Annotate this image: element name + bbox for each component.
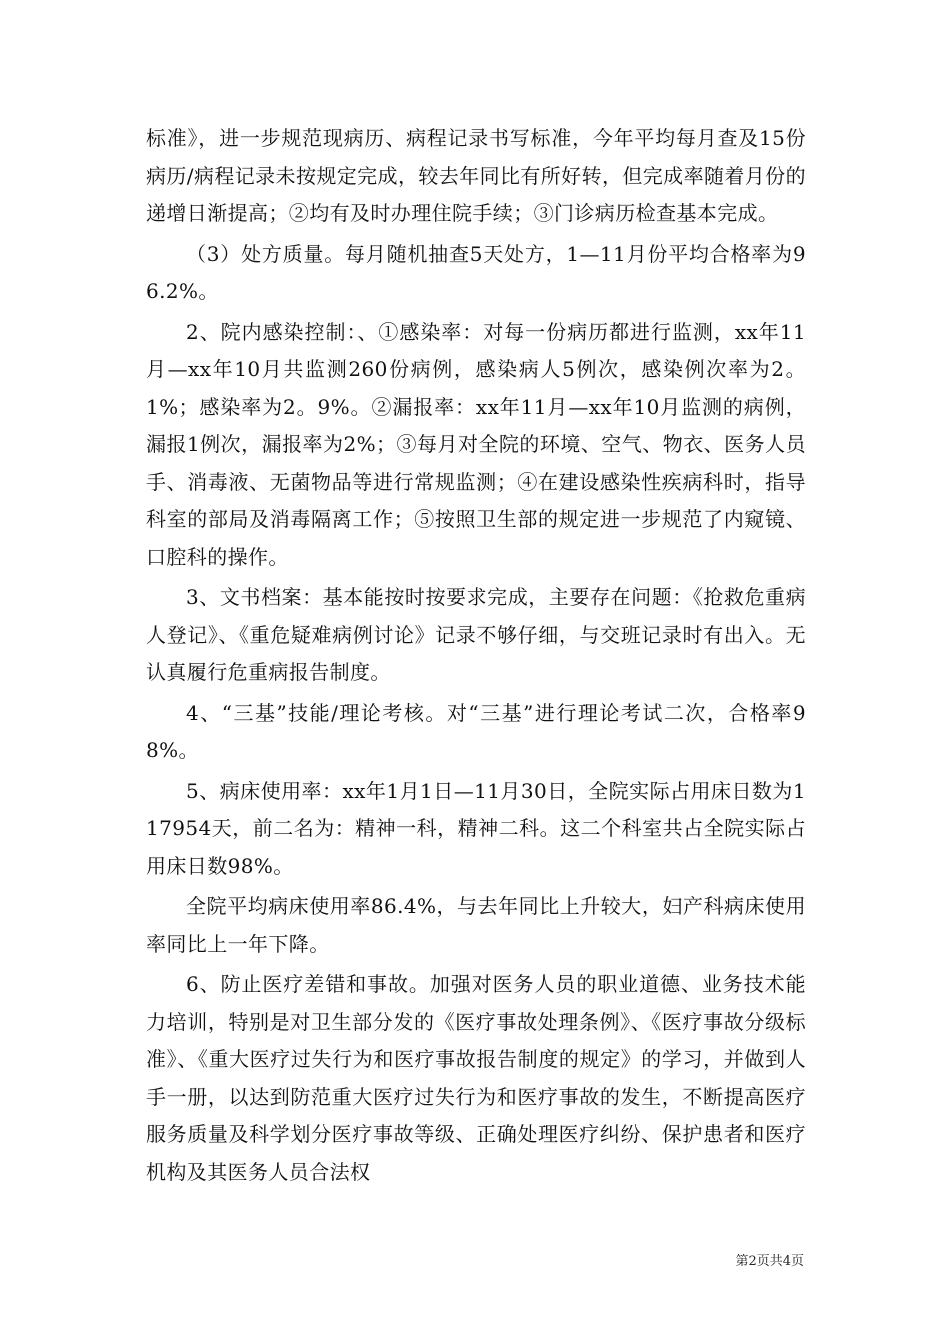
- paragraph-1: 标准》，进一步规范现病历、病程记录书写标准，今年平均每月查及15份病历/病程记录未按规定完成，较去年同比有所好转，但完成率随着月份的递增日渐提高；②均有及时办理住院手续；③门诊病历检查基本完成。: [146, 126, 806, 225]
- paragraph-5: 4、“三基”技能/理论考核。对“三基”进行理论考试二次，合格率98%。: [146, 700, 806, 762]
- paragraph-7: 全院平均病床使用率86.4%，与去年同比上升较大，妇产科病床使用率同比上一年下降。: [146, 894, 806, 956]
- paragraph-6: 5、病床使用率：xx年1月1日—11月30日，全院实际占用床日数为117954天，前二名为：精神一科，精神二科。这二个科室共占全院实际占用床日数98%。: [146, 778, 806, 878]
- paragraph-2: （3）处方质量。每月随机抽查5天处方，1—11月份平均合格率为96.2%。: [146, 241, 806, 303]
- paragraph-8: 6、防止医疗差错和事故。加强对医务人员的职业道德、业务技术能力培训，特别是对卫生部分发的《医疗事故处理条例》、《医疗事故分级标准》、《重大医疗过失行为和医疗事故报告制度的规定》的学习，并做到人手一册，以达到防范重大医疗过失行为和医疗事故的发生，不断提高医疗服务质量及科学划分医疗事故等级、正确处理医疗纠纷、保护患者和医疗机构及其医务人员合法权: [146, 972, 806, 1184]
- document-body: [146, 120, 806, 1191]
- page-number: 第2页共4页: [735, 1254, 804, 1269]
- paragraph-4: 3、文书档案：基本能按时按要求完成，主要存在问题：《抢救危重病人登记》、《重危疑难病例讨论》记录不够仔细，与交班记录时有出入。无认真履行危重病报告制度。: [146, 585, 806, 684]
- paragraph-3: 2、院内感染控制：、①感染率：对每一份病历都进行监测，xx年11月—xx年10月共监测260份病例，感染病人5例次，感染例次率为2。1%；感染率为2。9%。②漏报率：xx年11月—xx年10月监测的病例，漏报1例次，漏报率为2%；③每月对全院的环境、空气、物衣、医务人员手、消毒液、无菌物品等进行常规监测；④在建设感染性疾病科时，指导科室的部局及消毒隔离工作；⑤按照卫生部的规定进一步规范了内窥镜、口腔科的操作。: [146, 319, 806, 569]
